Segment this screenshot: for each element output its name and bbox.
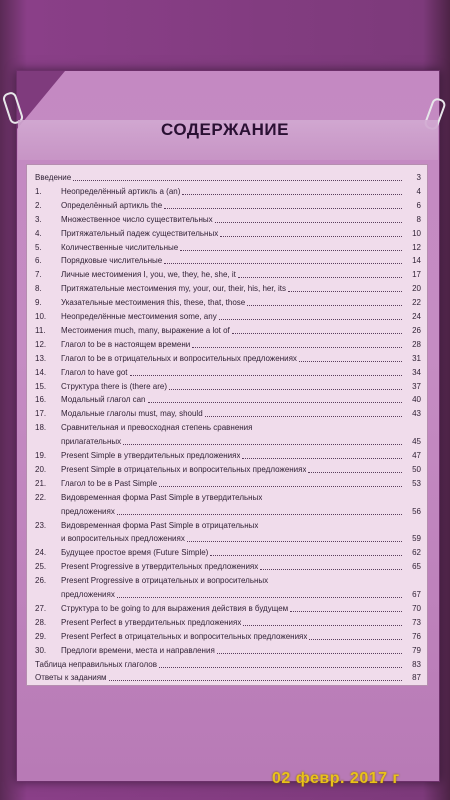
toc-item-page: 3 <box>416 173 421 182</box>
toc-item-title: Будущее простое время (Future Simple) <box>61 548 209 558</box>
toc-item-title: Present Simple в утвердительных предложениях <box>61 451 241 460</box>
leader-dots <box>159 486 402 487</box>
toc-item-title: Present Perfect в отрицательных и вопросительных предложениях <box>61 631 308 641</box>
toc-item-page: 28 <box>412 339 421 349</box>
toc-item-title: Личные местоимения I, you, we, they, he, she, it <box>61 270 236 280</box>
toc-item-number: 13. <box>35 353 47 363</box>
toc-item <box>35 491 421 503</box>
leader-dots <box>109 680 402 681</box>
toc-item <box>35 463 421 475</box>
toc-item-title: Предлоги времени, места и направления <box>61 645 215 655</box>
leader-dots <box>159 667 402 668</box>
toc-item-number: 28. <box>35 617 47 627</box>
toc-item <box>35 574 421 586</box>
leader-dots <box>164 208 402 209</box>
leader-dots <box>238 277 402 278</box>
toc-item <box>35 477 421 489</box>
toc-item-title-continuation: и вопросительных предложениях <box>61 534 185 544</box>
toc-item <box>35 616 421 628</box>
toc-item-title: Количественные числительные <box>61 242 179 252</box>
leader-dots <box>219 319 402 320</box>
toc-item <box>35 421 421 433</box>
toc-item-title: Present Progressive в отрицательных и вопросительных <box>61 576 269 586</box>
toc-item <box>35 171 421 183</box>
toc-item-number: 6. <box>35 256 42 266</box>
toc-item-title-continuation: предложениях <box>61 590 115 599</box>
toc-item-page: 24 <box>412 312 421 321</box>
toc-item <box>35 185 421 197</box>
toc-item-title: Таблица неправильных глаголов <box>35 659 157 669</box>
toc-item <box>35 630 421 642</box>
leader-dots <box>290 611 402 612</box>
toc-item <box>35 560 421 572</box>
toc-item-page: 70 <box>412 603 421 613</box>
toc-item-page: 20 <box>412 284 421 294</box>
toc-item-number: 18. <box>35 423 47 433</box>
toc-item-page: 10 <box>412 228 421 238</box>
toc-item-number: 22. <box>35 492 47 502</box>
leader-dots <box>205 416 402 417</box>
toc-item-number: 16. <box>35 395 47 405</box>
leader-dots <box>182 194 402 195</box>
toc-item <box>35 546 421 558</box>
toc-item <box>35 296 421 308</box>
leader-dots <box>187 541 402 542</box>
toc-item <box>35 449 421 461</box>
toc-item <box>35 658 421 670</box>
table-of-contents <box>26 164 428 686</box>
toc-item-page: 12 <box>412 242 421 252</box>
leader-dots <box>123 444 402 445</box>
toc-item-page: 8 <box>416 214 421 224</box>
toc-item-title: Указательные местоимения this, these, that, those <box>61 298 246 308</box>
toc-item-number: 25. <box>35 562 47 572</box>
toc-item-number: 24. <box>35 548 47 558</box>
toc-item-page: 62 <box>412 548 421 558</box>
toc-item-title: Местоимения much, many, выражение a lot of <box>61 325 230 335</box>
toc-item-number: 10. <box>35 312 47 321</box>
leader-dots <box>243 625 402 626</box>
toc-item-title: Present Simple в отрицательных и вопросительных предложениях <box>61 464 307 474</box>
toc-item-number: 23. <box>35 520 47 530</box>
toc-item-page: 6 <box>416 200 421 210</box>
toc-item-page: 43 <box>412 409 421 419</box>
leader-dots <box>164 263 402 264</box>
leader-dots <box>260 569 402 570</box>
toc-item-continuation <box>35 505 421 517</box>
leader-dots <box>215 222 402 223</box>
toc-item-page: 87 <box>412 673 421 683</box>
toc-item-title: Видовременная форма Past Simple в отрицательных <box>61 520 259 530</box>
toc-item-title: Сравнительная и превосходная степень сравнения <box>61 423 253 433</box>
toc-item <box>35 380 421 392</box>
leader-dots <box>220 236 402 237</box>
toc-item <box>35 213 421 225</box>
leader-dots <box>169 389 402 390</box>
leader-dots <box>148 402 402 403</box>
toc-item-number: 21. <box>35 478 47 488</box>
toc-item <box>35 199 421 211</box>
toc-item-page: 56 <box>412 506 421 516</box>
toc-item-title: Притяжательный падеж существительных <box>61 228 219 238</box>
toc-item-page: 59 <box>412 534 421 544</box>
leader-dots <box>308 472 402 473</box>
page-title: СОДЕРЖАНИЕ <box>161 120 289 139</box>
toc-item-title: Модальный глагол can <box>61 395 146 405</box>
toc-item <box>35 282 421 294</box>
toc-item-title: Глагол to be в настоящем времени <box>61 339 191 349</box>
toc-item <box>35 393 421 405</box>
toc-item-title: Порядковые числительные <box>61 256 163 266</box>
toc-item-continuation <box>35 532 421 544</box>
toc-item <box>35 241 421 253</box>
toc-item-title: Введение <box>35 173 72 182</box>
toc-item-continuation <box>35 588 421 600</box>
toc-item <box>35 268 421 280</box>
toc-item-continuation <box>35 435 421 447</box>
toc-item <box>35 352 421 364</box>
toc-item-number: 19. <box>35 451 47 460</box>
toc-item-title: Модальные глаголы must, may, should <box>61 409 203 419</box>
toc-item-title: Определённый артикль the <box>61 200 163 210</box>
toc-item <box>35 602 421 614</box>
toc-item-page: 79 <box>412 645 421 655</box>
toc-item-page: 26 <box>412 325 421 335</box>
leader-dots <box>242 458 402 459</box>
toc-item-page: 47 <box>412 451 421 460</box>
toc-item <box>35 644 421 656</box>
toc-item-title: Глагол to have got <box>61 367 128 377</box>
toc-item-page: 37 <box>412 381 421 391</box>
leader-dots <box>192 347 402 348</box>
toc-item-title: Глагол to be в Past Simple <box>61 478 158 488</box>
toc-item-page: 40 <box>412 395 421 405</box>
leader-dots <box>217 653 402 654</box>
toc-item <box>35 407 421 419</box>
toc-item-title: Притяжательные местоимения my, your, our, their, his, her, its <box>61 284 287 294</box>
toc-item-page: 76 <box>412 631 421 641</box>
toc-item-page: 73 <box>412 617 421 627</box>
toc-item-title: Глагол to be в отрицательных и вопросительных предложениях <box>61 353 297 363</box>
leader-dots <box>247 305 402 306</box>
toc-item-number: 2. <box>35 200 42 210</box>
toc-item-title: Present Progressive в утвердительных предложениях <box>61 562 259 572</box>
toc-item-title: Ответы к заданиям <box>35 673 107 683</box>
toc-item <box>35 254 421 266</box>
toc-item-number: 12. <box>35 339 47 349</box>
date-stamp: 02 февр. 2017 г <box>272 770 400 787</box>
leader-dots <box>117 597 402 598</box>
toc-item-number: 20. <box>35 464 47 474</box>
toc-item-page: 50 <box>412 464 421 474</box>
toc-item-number: 3. <box>35 214 42 224</box>
leader-dots <box>210 555 402 556</box>
leader-dots <box>232 333 402 334</box>
toc-item-page: 4 <box>416 186 421 196</box>
toc-item-title: Неопределённый артикль a (an) <box>61 186 181 196</box>
toc-item-number: 30. <box>35 645 47 655</box>
toc-item-page: 17 <box>412 270 421 280</box>
toc-item-title: Видовременная форма Past Simple в утвердительных <box>61 492 263 502</box>
toc-item-number: 11. <box>35 325 46 335</box>
toc-item-page: 14 <box>412 256 421 266</box>
toc-item-title: Неопределённые местоимения some, any <box>61 312 217 321</box>
leader-dots <box>180 250 402 251</box>
toc-item-number: 14. <box>35 367 47 377</box>
leader-dots <box>309 639 402 640</box>
toc-item-title: Present Perfect в утвердительных предложениях <box>61 617 242 627</box>
toc-item-title-continuation: прилагательных <box>61 437 122 447</box>
toc-item <box>35 227 421 239</box>
leader-dots <box>117 514 402 515</box>
toc-item-number: 4. <box>35 228 42 238</box>
leader-dots <box>130 375 403 376</box>
leader-dots <box>73 180 402 181</box>
toc-item <box>35 366 421 378</box>
toc-item-number: 29. <box>35 631 47 641</box>
toc-item <box>35 671 421 683</box>
toc-item-page: 53 <box>412 478 421 488</box>
toc-item-page: 31 <box>412 353 421 363</box>
toc-item-title: Структура to be going to для выражения действия в будущем <box>61 603 289 613</box>
toc-item <box>35 310 421 322</box>
toc-item-page: 83 <box>412 659 421 669</box>
toc-item-number: 26. <box>35 576 47 586</box>
toc-item-page: 45 <box>412 437 421 447</box>
toc-item-number: 9. <box>35 298 42 308</box>
toc-item-number: 7. <box>35 270 42 280</box>
toc-item <box>35 338 421 350</box>
toc-item-title-continuation: предложениях <box>61 506 115 516</box>
toc-item-page: 65 <box>412 562 421 572</box>
toc-item-number: 27. <box>35 603 47 613</box>
toc-item <box>35 519 421 531</box>
leader-dots <box>288 291 402 292</box>
toc-item-title: Множественное число существительных <box>61 214 213 224</box>
toc-item-page: 34 <box>412 367 421 377</box>
toc-item-number: 1. <box>35 186 42 196</box>
leader-dots <box>299 361 402 362</box>
toc-item-number: 15. <box>35 381 47 391</box>
toc-item-number: 5. <box>35 242 42 252</box>
toc-item-number: 8. <box>35 284 42 294</box>
toc-item-title: Структура there is (there are) <box>61 381 167 391</box>
toc-item-page: 67 <box>412 590 421 599</box>
toc-item <box>35 324 421 336</box>
toc-item-page: 22 <box>412 298 421 308</box>
toc-item-number: 17. <box>35 409 47 419</box>
